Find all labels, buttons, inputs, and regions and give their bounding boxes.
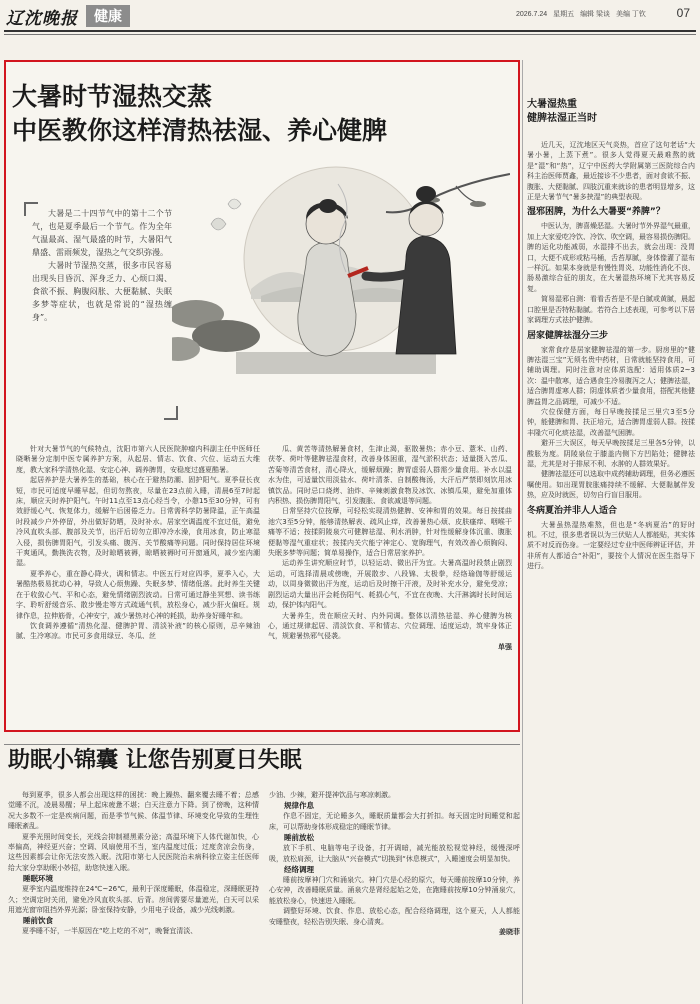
side-paragraph: 大暑虽热湿热难熬，但也是“冬病夏治”的好时机。不过，很多患者误以为三伏贴人人都能贴，其实体质不对反而伤身。一定要经过专业中医师辨证评估，并非所有人都适合“补阳”，要按个人情况在医生指导下进行。 bbox=[527, 520, 695, 571]
bottom-paragraph: 夏季光照时间变长，光线会抑制褪黑素分泌；高温环境下人体代谢加快，心率偏高，神经更兴奋；空调、风扇使用不当，室内温度过低；过度贪凉会伤身，这些因素都会让你无法安然入眠。沈阳市第七人民医院治未病科徐立姿主任医师给大家分享助眠小妙招，助您快速入眠。 bbox=[8, 832, 259, 872]
body-paragraph: 针对大暑节气的气候特点，沈阳市第六人民医院肿瘤内科副主任中医师任晓晰暑分定制中医专属养护方案，从起居、情志、饮食、穴位、运动五大维度，教大家科学清热化湿、安定心神、调养脾胃，安稳度过盛夏酷暑。 bbox=[16, 445, 260, 474]
editor-credit: 编辑 梁谈 bbox=[580, 11, 611, 18]
side-paragraph: 穴位保健方面，每日早晚按揉足三里穴3至5分钟，能健脾和胃、扶正培元，适合脾胃虚弱人群。按揉丰隆穴可化痰祛湿，改善湿气困脾。 bbox=[527, 407, 695, 437]
feature-column-1 bbox=[16, 444, 260, 724]
lead-paragraph: 大暑是二十四节气中的第十二个节气，也是夏季最后一个节气。作为全年气温最高、湿气最盛的时节，大暑阳气鼎盛、雷雨频发，湿热之气交织弥漫。 bbox=[32, 209, 172, 257]
masthead bbox=[0, 0, 700, 40]
body-paragraph: 瓜、黄苦等清热解暑食材，生津止渴，驱散暑热；赤小豆、薏米、山药、茯苓、荷叶等健脾祛湿食材，改善身体困重，湿气淤积状态；适量摄入苦瓜、苦菊等清苦食材，清心降火，缓解烦躁；脾胃虚弱人群需少量食用。补水以温水为佳，可适量饮用淡盐水、荷叶清茶、自制酸梅汤，大汗后严禁即刻饮用冰镇饮品。同时忌口烧烤、油炸、辛辣刺激食物及冰饮、冰镇瓜果，避免加重体内积热、损伤脾胃阳气，引发腹胀、食欲减退等问题。 bbox=[268, 445, 512, 506]
body-paragraph: 饮食调养遵循“清热化湿、健脾护胃、清淡补液”的核心原则，忌辛辣油腻、生冷寒凉。市民可多食用绿豆、冬瓜、丝 bbox=[16, 621, 260, 641]
bottom-subhead: 睡前放松 bbox=[284, 833, 314, 843]
side-article bbox=[527, 60, 695, 1004]
header-rule bbox=[4, 30, 696, 32]
feature-headline-line1: 大暑时节湿热交蒸 bbox=[12, 82, 213, 111]
lead-bracket-right bbox=[164, 406, 178, 420]
bottom-subhead: 睡眠环境 bbox=[23, 874, 53, 884]
side-headline-line2: 健脾祛湿正当时 bbox=[527, 113, 597, 124]
feature-author: 单强 bbox=[498, 642, 512, 651]
bottom-subhead: 经络调理 bbox=[284, 865, 314, 875]
page-number: 07 bbox=[676, 6, 690, 20]
bottom-paragraph: 睡前按摩神门穴和涌泉穴。神门穴是心经的原穴，每天睡前按摩10分钟，养心安神，改善睡眠质量。涌泉穴是肾经起始之处，在跑睡前按摩10分钟涌泉穴，能放松身心，快速进入睡眠。 bbox=[269, 876, 520, 905]
feature-headline bbox=[12, 80, 512, 148]
bottom-paragraph: 夏季睡不好，一半原因在“吃上吃的不对”，晚餐宜清淡、 bbox=[22, 927, 198, 936]
bottom-paragraph: 调整好环境、饮食、作息、放松心态，配合经络调理，这个夏天，人人都能安睡整夜，轻松告别失眠、身心清爽。 bbox=[269, 907, 520, 926]
side-paragraph: 家常食疗是居家健脾祛湿的第一步。厨房里的“健脾祛湿三宝”无须名贵中药材，日常就能坚持食用，可辅助调理。同时注意对应体质选配：适用体质2~3次：温中散寒，适合遇食生冷易腹泻之人；健脾祛湿，适合脾胃虚寒人群；阴虚体质者少量食用，搭配其他健脾益胃之品调理，可减少不适。 bbox=[527, 345, 695, 406]
issue-date: 2026.7.24 bbox=[516, 11, 548, 18]
newspaper-logo bbox=[6, 4, 84, 28]
lead-summary bbox=[32, 207, 172, 415]
bottom-author: 姜晓菲 bbox=[499, 928, 520, 937]
feature-article bbox=[4, 60, 520, 732]
issue-weekday: 星期五 bbox=[553, 11, 575, 18]
designer-credit: 美编 丁钦 bbox=[615, 11, 646, 18]
illustration-svg bbox=[156, 164, 510, 374]
bottom-body bbox=[8, 790, 520, 1002]
feature-column-2 bbox=[268, 444, 512, 724]
side-subhead: 居家健脾祛湿分三步 bbox=[527, 330, 609, 341]
feature-body bbox=[16, 444, 512, 724]
acupuncture-illustration bbox=[156, 164, 510, 374]
lead-paragraph: 大暑时节湿热交蒸，很多市民容易出现头目昏沉、浑身乏力、心烦口渴、食欲不振、胸腹闷胀、大便黏腻、失眠多梦等症状，也就是常说的“湿热缠身”。 bbox=[32, 261, 172, 322]
side-paragraph: 中医认为，脾喜燥恶湿。大暑时节外界湿气最重，加上大家爱吃冷饮、冷饮、吹空调，最容易损伤脾阳。脾的运化功能减弱，水湿排不出去，就会出现：没胃口，大便不成形或粘马桶，舌苔厚腻，身体像灌了湿布一样沉。如果本身就是有慢性胃炎、功能性消化不良、肠易激综合征的朋友，在大暑湿热环境下尤其容易反复。 bbox=[527, 222, 695, 293]
bottom-subhead: 规律作息 bbox=[284, 801, 314, 811]
body-paragraph: 大暑养生，贵在顺应天时、内外同调。整体以清热祛湿、养心健脾为核心，通过规律起居、清淡饮食、平和情志、穴位调理、适度运动，筑牢身体正气，规避暑热邪气侵袭。 bbox=[268, 611, 512, 641]
body-paragraph: 运动养生讲究顺应时节，以轻运动、微出汗为宜。大暑高温时段禁止剧烈运动，可选择清晨或傍晚，开展散步、八段锦、太极拳，经络瑜伽等舒缓运动，以周身微微出汗为度，运动后及时擦干汗液，及时补充水分，避免受凉；剧烈运动大量出汗会耗伤阳气、耗损心气，不宜在夜晚、大汗淋漓时长时间运动，保护体内阳气。 bbox=[268, 559, 512, 610]
side-headline-line1: 大暑湿热重 bbox=[527, 99, 577, 110]
body-paragraph: 日常坚持穴位按摩，可轻松实现清热健脾、安神和胃的效果。每日按揉曲池穴3至5分钟，能够清热解表、疏风止痒，改善暑热心烦、皮肤瘙痒、咽喉干痛等不适；按揉阴陵泉穴可健脾祛湿、利水消肿，针对性缓解身体沉重、腹胀便黏等湿气重症状；按揉内关穴能宁神定心、宽胸理气，有效改善心烦胸闷、失眠多梦等问题；简单易操作，适合日常居家养护。 bbox=[268, 507, 512, 558]
side-paragraph: 避开三大误区，每天早晚按揉足三里各5分钟，以酸胀为度。阴陵泉位于膝盖内侧下方凹陷处；健脾祛湿，尤其是对于排尿不利、水肿的人群效果好。 bbox=[527, 439, 695, 468]
bottom-subhead: 睡前饮食 bbox=[23, 916, 53, 926]
column-divider bbox=[522, 60, 523, 1004]
side-paragraph: 近几天，辽沈地区天气炎热，首应了这句老话“大暑小暑，上蒸下煮”。很多人觉得夏天最难熬的就是“湿”和“热”，辽宁中医药大学附属第三医院综合内科主治医师贾鑫，最近接诊不少患者，面对食欲不振、腹胀、大便黏腻、四肢沉重来就诊的患者明显增多，这正是大暑节气“暑多挟湿”的典型表现。 bbox=[527, 141, 695, 202]
side-subhead: 湿邪困脾，为什么大暑要“养脾”？ bbox=[527, 207, 665, 218]
bottom-column-2 bbox=[269, 790, 520, 1002]
bottom-column-1 bbox=[8, 790, 259, 1002]
bottom-paragraph: 少油、少辣，避开提神饮品与寒凉刺激。 bbox=[269, 791, 395, 799]
bottom-paragraph: 夏季室内温度维持在24℃~26℃，最利于深度睡眠，体温稳定，深睡眠更持久；空调定时关闭，避免冷风直吹头部、后背。房间需要尽量遮光，白天可以采用遮光窗帘阻挡外界光源；卧室保持安静，少用电子设备，减少光线刺激。 bbox=[8, 885, 259, 915]
header-rule-thin bbox=[4, 34, 696, 35]
side-subhead: 冬病夏治并非人人适合 bbox=[527, 505, 618, 516]
bottom-paragraph: 放下手机、电脑等电子设备，打开调暗，减光能放松视觉神经，缓慢深呼吸，放松肩颈，让大脑从“兴奋模式”切换到“休息模式”，入睡速度会明显加快。 bbox=[269, 844, 520, 863]
body-paragraph: 夏季养心，重在静心降火，调和情志。中医五行对应四季，夏季入心，大暑酷热极易扰动心神，导致人心烦焦躁、失眠多梦、情绪低落。此时养生关键在于收敛心气、平和心态，避免情绪剧烈波动。日常可通过静坐冥想、读书练字、聆听舒缓音乐、散步慢走等方式疏通气机，放松身心，减少肝火偏旺。规律作息，拉伸筋骨，心神安宁，减少暑热对心神的耗损，助养身好睡年和。 bbox=[16, 569, 260, 620]
side-paragraph: 简易湿邪自测：看看舌苔是不是白腻或黄腻，晨起口腔里是否特粘黏腻。若符合上述表现，可参考以下居家调理方式祛护健脾。 bbox=[527, 295, 695, 325]
logo-text: 辽沈晚报 bbox=[6, 9, 78, 29]
body-paragraph: 起居养护是大暑养生的基础，核心在于避热防潮、固护阳气。夏季昼长夜短，市民可适度早睡早起，但切勿熬夜，尽量在23点前入睡，清晨6至7时起床，顺应天时养护阳气。午时11点至13点心经当令，小憩15至30分钟，可有效舒缓心气、恢复体力，缓解午后困倦乏力。日常需科学防暑降温，正午高温时段减少户外停留，外出做好防晒，及时补水。居家空调温度不宜过低，避免冷风直吹头部、腹部及关节，出汗后切勿立即冲冷水澡，食用冰食，防止寒湿入侵，损伤脾胃阳气，引发头痛、腹泻、关节酸痛等问题。同时保持居住环境干爽通风，勤换洗衣物，及时晾晒被褥，晾晒被褥时可开窗通风，减少室内潮湿。 bbox=[16, 476, 260, 568]
bottom-paragraph: 作息不固定，无论睡多久，睡眠质量都会大打折扣。每天固定时间睡觉和起床，可以帮助身体形成稳定的睡眠节律。 bbox=[269, 812, 520, 831]
section-tab: 健康 bbox=[86, 5, 130, 27]
side-body bbox=[527, 140, 695, 572]
header-meta bbox=[516, 9, 650, 19]
bottom-rule bbox=[4, 744, 520, 745]
feature-headline-line2: 中医教你这样清热祛湿、养心健脾 bbox=[12, 116, 388, 145]
bottom-headline: 助眠小锦囊 让您告别夏日失眠 bbox=[8, 748, 302, 773]
bottom-paragraph: 每到夏季，很多人都会出现这样的困扰：晚上躁热、翻来覆去睡不着；总感觉睡不沉，凌晨易醒；早上起床疲惫不堪；白天注意力下降。到了傍晚，这种情况大多数不一定是疾病问题，而是季节气候、体温节律、环境变化导致的生理性睡眠紊乱。 bbox=[8, 791, 259, 831]
side-paragraph: 健脾祛湿还可以选取中成药辅助调理，但务必遵医嘱使用。如出现胃脘胀痛持续不缓解、大便黏腻伴发热，应及时就医，切勿自行盲目服用。 bbox=[527, 470, 695, 500]
